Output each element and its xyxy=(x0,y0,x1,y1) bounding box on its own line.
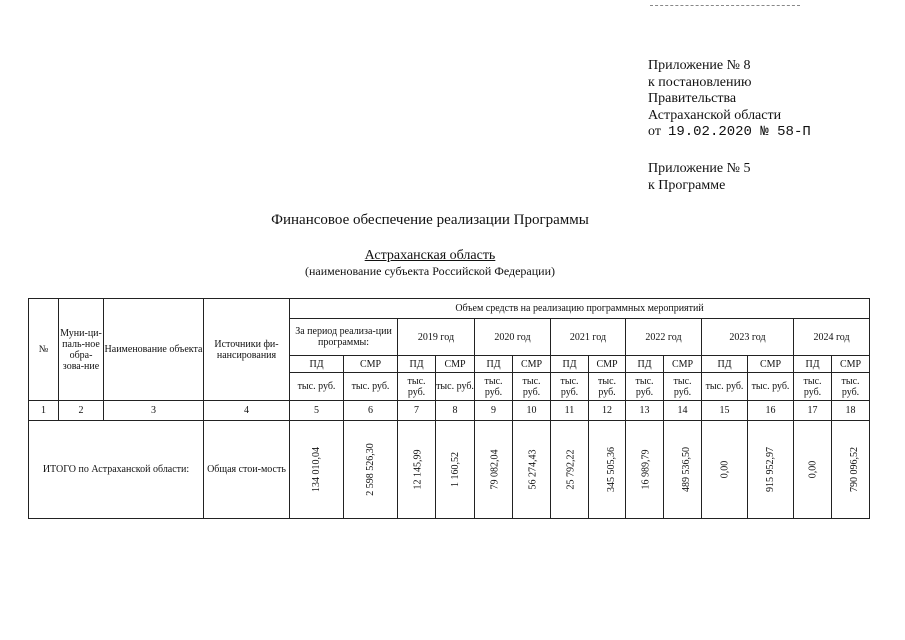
period-header: За период реализа-ции программы: xyxy=(290,319,398,356)
sub-smr: СМР xyxy=(344,356,398,373)
financing-table xyxy=(28,298,870,519)
unit-cell: тыс. руб. xyxy=(832,373,870,401)
top-edge-mark xyxy=(650,5,800,7)
column-number: 4 xyxy=(204,401,290,421)
total-value-cell xyxy=(398,421,436,519)
total-value: 0,00 xyxy=(807,460,818,479)
sub-pd: ПД xyxy=(626,356,664,373)
total-value-cell xyxy=(702,421,748,519)
column-number: 9 xyxy=(475,401,513,421)
decree-date: 19.02.2020 № 58-П xyxy=(667,124,811,140)
column-number: 14 xyxy=(664,401,702,421)
year-header: 2022 год xyxy=(626,319,702,356)
unit-cell: тыс. руб. xyxy=(589,373,626,401)
appendix-5-block xyxy=(648,161,751,194)
unit-cell: тыс. руб. xyxy=(475,373,513,401)
sub-smr: СМР xyxy=(436,356,475,373)
column-number: 18 xyxy=(832,401,870,421)
appendix-8-line2: Правительства xyxy=(648,91,737,106)
total-value-cell xyxy=(290,421,344,519)
unit-cell: тыс. руб. xyxy=(794,373,832,401)
page-title: Финансовое обеспечение реализации Программы xyxy=(271,212,589,228)
appendix-8-date-line xyxy=(648,124,811,141)
total-value: 790 096,52 xyxy=(849,447,860,492)
column-number: 10 xyxy=(513,401,551,421)
region-caption: (наименование субъекта Российской Федерации) xyxy=(304,264,556,278)
col-municipality-header: Муни-ци-паль-ное обра-зова-ние xyxy=(59,299,104,401)
column-number: 17 xyxy=(794,401,832,421)
column-number: 1 xyxy=(29,401,59,421)
sub-pd: ПД xyxy=(398,356,436,373)
column-number: 8 xyxy=(436,401,475,421)
unit-cell: тыс. руб. xyxy=(513,373,551,401)
total-value-cell xyxy=(344,421,398,519)
total-value: 489 536,50 xyxy=(681,447,692,492)
column-number: 2 xyxy=(59,401,104,421)
sub-pd: ПД xyxy=(290,356,344,373)
column-number: 16 xyxy=(748,401,794,421)
total-value: 56 274,43 xyxy=(527,449,539,490)
total-value: 12 145,99 xyxy=(412,449,424,490)
year-header: 2021 год xyxy=(551,319,626,356)
total-value-cell xyxy=(513,421,551,519)
unit-cell: тыс. руб. xyxy=(551,373,589,401)
year-header: 2020 год xyxy=(475,319,551,356)
total-value: 25 792,22 xyxy=(565,449,577,490)
column-number: 12 xyxy=(589,401,626,421)
sub-smr: СМР xyxy=(748,356,794,373)
sub-pd: ПД xyxy=(794,356,832,373)
column-number-row xyxy=(29,401,870,421)
total-value-cell xyxy=(551,421,589,519)
unit-cell: тыс. руб. xyxy=(344,373,398,401)
column-number: 6 xyxy=(344,401,398,421)
total-label: ИТОГО по Астраханской области: xyxy=(29,421,204,519)
total-value: 79 082,04 xyxy=(489,449,501,490)
sub-smr: СМР xyxy=(664,356,702,373)
sub-pd: ПД xyxy=(475,356,513,373)
column-number: 11 xyxy=(551,401,589,421)
total-value: 2 598 526,30 xyxy=(365,443,376,496)
total-value: 1 160,52 xyxy=(449,452,461,487)
total-value-cell xyxy=(436,421,475,519)
unit-cell: тыс. руб. xyxy=(290,373,344,401)
sub-pd: ПД xyxy=(702,356,748,373)
unit-cell: тыс. руб. xyxy=(436,373,475,401)
year-header: 2024 год xyxy=(794,319,870,356)
unit-cell: тыс. руб. xyxy=(664,373,702,401)
sub-smr: СМР xyxy=(513,356,551,373)
region-name: Астраханская область xyxy=(364,248,496,263)
total-value: 0,00 xyxy=(719,460,730,479)
appendix-5-title: Приложение № 5 xyxy=(648,161,751,176)
column-number: 13 xyxy=(626,401,664,421)
region-name-line xyxy=(0,248,860,264)
appendix-8-line1: к постановлению xyxy=(648,74,752,90)
column-number: 5 xyxy=(290,401,344,421)
unit-cell: тыс. руб. xyxy=(398,373,436,401)
total-value-cell xyxy=(794,421,832,519)
sub-smr: СМР xyxy=(589,356,626,373)
year-header: 2023 год xyxy=(702,319,794,356)
total-value-cell xyxy=(832,421,870,519)
unit-cell: тыс. руб. xyxy=(626,373,664,401)
column-number: 3 xyxy=(104,401,204,421)
appendix-5-line1: к Программе xyxy=(648,177,726,193)
total-value-cell xyxy=(748,421,794,519)
date-prefix: от xyxy=(648,124,661,139)
header-row-1 xyxy=(29,299,870,319)
appendix-8-block xyxy=(648,58,811,141)
total-row xyxy=(29,421,870,519)
funds-header: Объем средств на реализацию программных мероприятий xyxy=(290,299,870,319)
column-number: 7 xyxy=(398,401,436,421)
total-value-cell xyxy=(589,421,626,519)
column-number: 15 xyxy=(702,401,748,421)
sub-smr: СМР xyxy=(832,356,870,373)
appendix-8-line3: Астраханской области xyxy=(648,107,782,123)
appendix-8-title: Приложение № 8 xyxy=(648,58,751,73)
total-value: 915 952,97 xyxy=(765,447,776,492)
year-header: 2019 год xyxy=(398,319,475,356)
total-value: 16 989,79 xyxy=(640,449,652,490)
sub-pd: ПД xyxy=(551,356,589,373)
total-value-cell xyxy=(664,421,702,519)
col-object-header: Наименование объекта xyxy=(104,299,204,401)
total-value: 134 010,04 xyxy=(311,447,322,492)
col-no-header: № xyxy=(29,299,59,401)
col-sources-header: Источники фи-нансирования xyxy=(204,299,290,401)
total-value-cell xyxy=(475,421,513,519)
total-source: Общая стои-мость xyxy=(204,421,290,519)
total-value: 345 505,36 xyxy=(606,447,617,492)
total-value-cell xyxy=(626,421,664,519)
unit-cell: тыс. руб. xyxy=(702,373,748,401)
unit-cell: тыс. руб. xyxy=(748,373,794,401)
